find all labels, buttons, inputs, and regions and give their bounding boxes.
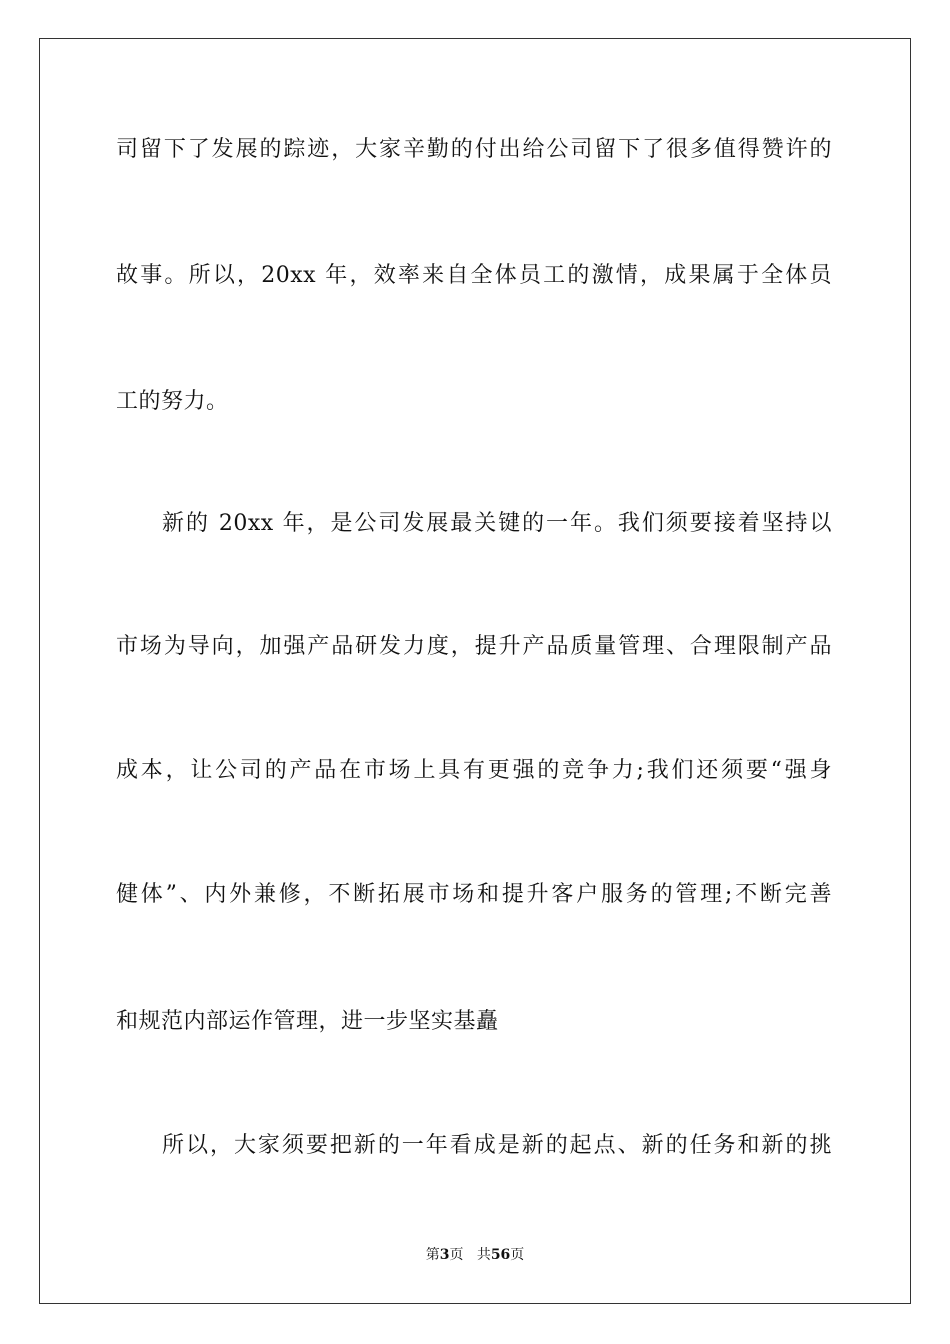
text-line-8: 和规范内部运作管理，进一步坚实基矗 — [116, 1009, 499, 1034]
text-line-3: 工的努力。 — [116, 389, 229, 414]
footer-total-prefix: 共 — [476, 1247, 491, 1263]
page-footer — [0, 1246, 950, 1264]
text-line-4: 新的 20xx 年，是公司发展最关键的一年。我们须要接着坚持以 — [162, 511, 832, 536]
footer-total-suffix: 页 — [510, 1247, 525, 1263]
footer-page-number: 3 — [439, 1247, 450, 1263]
text-line-9: 所以，大家须要把新的一年看成是新的起点、新的任务和新的挑 — [162, 1133, 832, 1158]
footer-page-prefix: 第 — [425, 1247, 440, 1263]
text-line-6: 成本，让公司的产品在市场上具有更强的竞争力;我们还须要“强身 — [116, 758, 832, 783]
text-line-5: 市场为导向，加强产品研发力度，提升产品质量管理、合理限制产品 — [116, 634, 832, 659]
footer-page-suffix: 页 — [449, 1247, 464, 1263]
text-line-7: 健体”、内外兼修，不断拓展市场和提升客户服务的管理;不断完善 — [116, 882, 832, 907]
text-line-1: 司留下了发展的踪迹，大家辛勤的付出给公司留下了很多值得赞许的 — [116, 137, 832, 162]
footer-total-pages: 56 — [490, 1247, 511, 1263]
page-frame — [39, 38, 911, 1304]
text-line-2: 故事。所以，20xx 年，效率来自全体员工的激情，成果属于全体员 — [116, 263, 832, 288]
